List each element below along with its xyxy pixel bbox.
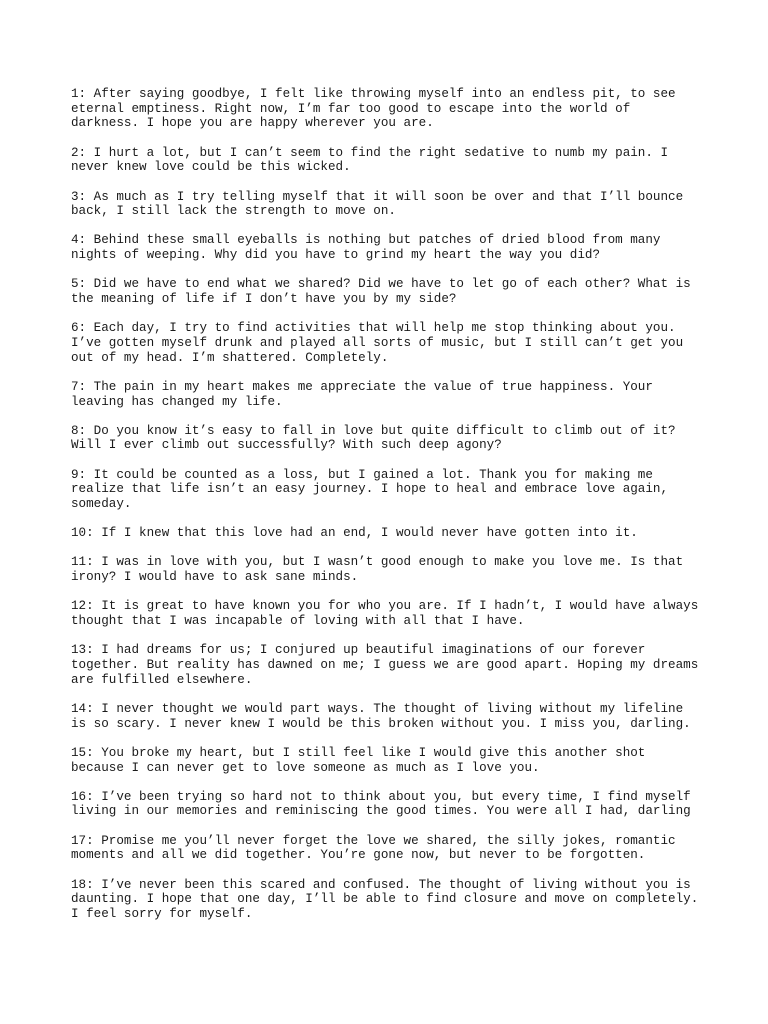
quote-paragraph-5: 5: Did we have to end what we shared? Did we have to let go of each other? What is the meaning of life if I don’t have you by my side? xyxy=(71,277,691,307)
quote-paragraph-14: 14: I never thought we would part ways. The thought of living without my lifeline is so scary. I never knew I would be this broken without you. I miss you, darling. xyxy=(71,701,691,731)
quote-paragraph-9: 9: It could be counted as a loss, but I gained a lot. Thank you for making me realize that life isn’t an easy journey. I hope to heal and embrace love again, someday. xyxy=(71,467,669,512)
quote-paragraph-10: 10: If I knew that this love had an end, I would never have gotten into it. xyxy=(71,526,638,541)
quote-paragraph-8: 8: Do you know it’s easy to fall in love but quite difficult to climb out of it? Will I ever climb out successfully? With such deep agony? xyxy=(71,423,676,453)
quote-paragraph-3: 3: As much as I try telling myself that it will soon be over and that I’ll bounce back, I still lack the strength to move on. xyxy=(71,189,684,219)
quote-paragraph-11: 11: I was in love with you, but I wasn’t good enough to make you love me. Is that irony? I would have to ask sane minds. xyxy=(71,555,684,585)
quote-paragraph-15: 15: You broke my heart, but I still feel like I would give this another shot because I can never get to love someone as much as I love you. xyxy=(71,745,646,775)
quote-paragraph-6: 6: Each day, I try to find activities that will help me stop thinking about you. I’ve gotten myself drunk and played all sorts of music, but I still can’t get you out of my head. I’m shattered. Completely. xyxy=(71,321,684,365)
quote-paragraph-13: 13: I had dreams for us; I conjured up beautiful imaginations of our forever together. But reality has dawned on me; I guess we are good apart. Hoping my dreams are fulfilled elsewhere. xyxy=(71,643,699,687)
quote-paragraph-4: 4: Behind these small eyeballs is nothing but patches of dried blood from many nights of weeping. Why did you have to grind my heart the way you did? xyxy=(71,233,661,263)
quote-paragraph-2: 2: I hurt a lot, but I can’t seem to find the right sedative to numb my pain. I never knew love could be this wicked. xyxy=(71,145,669,175)
quote-paragraph-18: 18: I’ve never been this scared and confused. The thought of living without you is daunting. I hope that one day, I’ll be able to find closure and move on completely. I feel sorry for myself. xyxy=(71,877,699,921)
quote-paragraph-1: 1: After saying goodbye, I felt like throwing myself into an endless pit, to see eternal emptiness. Right now, I’m far too good to escape into the world of darkness. I hope you are happy wherever you are. xyxy=(71,87,676,131)
quote-paragraph-12: 12: It is great to have known you for who you are. If I hadn’t, I would have always thought that I was incapable of loving with all that I have. xyxy=(71,599,699,629)
quote-paragraph-17: 17: Promise me you’ll never forget the love we shared, the silly jokes, romantic moments and all we did together. You’re gone now, but never to be forgotten. xyxy=(71,833,676,863)
document-body xyxy=(71,87,711,936)
quote-paragraph-7: 7: The pain in my heart makes me appreciate the value of true happiness. Your leaving has changed my life. xyxy=(71,379,653,409)
quote-paragraph-16: 16: I’ve been trying so hard not to think about you, but every time, I find myself living in our memories and reminiscing the good times. You were all I had, darling xyxy=(71,789,691,819)
